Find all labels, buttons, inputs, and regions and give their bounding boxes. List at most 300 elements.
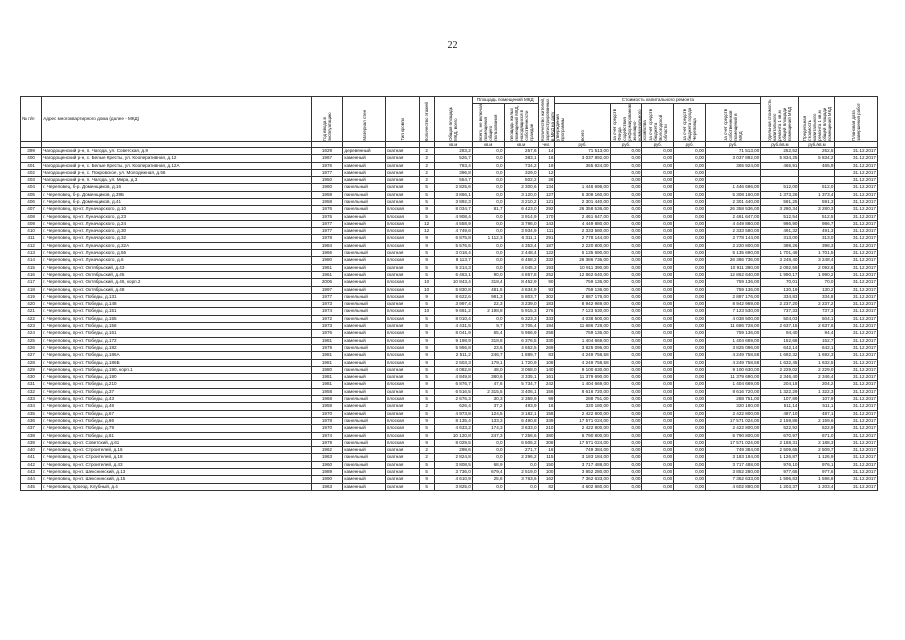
table-row [21,162,878,169]
table-cell: скатная [385,454,419,461]
table-cell: г. Череповец, пр-кт. Победы, д.156 [42,323,311,330]
table-row [21,213,878,220]
table-cell: 8 616 720,00 [706,388,761,395]
table-cell: 438 [21,432,42,439]
table-cell: 2 333 580,00 [555,228,610,235]
table-cell: 9 100 630,00 [555,366,610,373]
table-cell: 0,00 [610,293,642,300]
table-cell: 6 505,2 [504,439,538,446]
table-cell: 423 [21,323,42,330]
table-cell: 0,00 [610,330,642,337]
table-cell: 465,9 [799,162,835,169]
table-cell: г. Череповец, пр-кт. Победы, д.37 [42,388,311,395]
table-cell: 5 [419,388,434,395]
page-number: 22 [447,40,458,51]
table-cell: 0,00 [610,228,642,235]
table-cell [555,169,610,176]
table-cell: 31.12.2017 [835,366,878,373]
table-cell: 2 [419,177,434,184]
table-cell: скатная [385,388,419,395]
table-cell: панельный [343,417,385,424]
table-cell: 0,0 [472,191,504,198]
table-cell: 6 516,5 [434,388,472,395]
table-cell: 0,00 [642,228,674,235]
table-row [21,454,878,461]
table-cell: 5 [419,213,434,220]
table-row [21,206,878,213]
table-cell: 7 123 530,00 [555,308,610,315]
table-cell: 442 [21,461,42,468]
unit-cell: чел. [538,141,555,147]
table-cell: 0,00 [642,468,674,475]
unit-cell: руб. [674,141,706,147]
table-cell: 122 [538,250,555,257]
table-cell: 414 [21,257,42,264]
table-cell: 0,00 [642,257,674,264]
table-cell: 0,00 [610,337,642,344]
table-cell: 0,00 [610,425,642,432]
table-cell: 0,0 [504,461,538,468]
table-row [21,220,878,227]
table-cell: 4 558,9 [434,220,472,227]
table-cell: 415 [21,264,42,271]
table-cell: 0,0 [472,257,504,264]
table-cell: 2 301 440,00 [555,199,610,206]
table-cell: 1976 [311,213,343,220]
table-cell: 749 384,00 [706,447,761,454]
table-cell: 1 596,8 [799,476,835,483]
table-cell: 0,00 [642,403,674,410]
table-cell: 31.12.2017 [835,381,878,388]
table-cell: 416 [21,271,42,278]
table-cell: 383,1 [504,155,538,162]
table-cell: 1959 [311,403,343,410]
table-cell: 1 720,9 [504,359,538,366]
table-cell: 9 [419,476,434,483]
table-cell: 0,00 [674,301,706,308]
table-cell: 2 509,7 [799,447,835,454]
table-cell: каменный [343,425,385,432]
table-cell: 82 [538,483,555,490]
table-cell: скатная [385,483,419,490]
table-cell: 2 188,3 [799,439,835,446]
table-cell: 5 [419,191,434,198]
table-cell: 440 [21,447,42,454]
table-cell: 504,1 [799,315,835,322]
table-cell: 5 [419,264,434,271]
table-cell: 759 136,00 [555,279,610,286]
table-cell: каменный [343,169,385,176]
table-cell: 2006 [311,279,343,286]
table-cell: плоская [385,432,419,439]
table-cell: 1989 [311,468,343,475]
table-cell: 428 [21,359,42,366]
table-cell: 14 [538,147,555,154]
table-cell: каменный [343,359,385,366]
table-cell: 5 [419,425,434,432]
table-cell: 0,00 [674,250,706,257]
table-cell: 16 [538,155,555,162]
table-cell: скатная [385,264,419,271]
table-row [21,476,878,483]
table-cell: 179,1 [472,359,504,366]
table-cell: панельный [343,344,385,351]
table-cell: 99 [538,396,555,403]
table-cell: 9 [419,235,434,242]
table-cell: г. Череповец, б-р. Доменщиков, д.39Б [42,191,311,198]
table-cell: 31.12.2017 [835,323,878,330]
table-cell: 0,0 [472,213,504,220]
table-cell: 642,1 [799,344,835,351]
table-cell: г. Череповец, пр-кт. Победы, д.190 [42,374,311,381]
table-cell: 81,7 [472,206,504,213]
table-cell: скатная [385,169,419,176]
table-cell: 1 203,37 [761,483,799,490]
table-cell: 441 [21,454,42,461]
table-cell: скатная [385,323,419,330]
table-cell: 5 [419,483,434,490]
table-cell: 0,00 [610,308,642,315]
table-cell: 2 188,31 [761,439,799,446]
table-cell: 1980 [311,366,343,373]
table-cell: 4 038 500,00 [706,315,761,322]
table-cell: 0,00 [674,330,706,337]
table-cell: 0,00 [610,220,642,227]
table-cell: 26 358 536,00 [555,206,610,213]
table-cell: г. Череповец, пр-кт. Луначарского, д.10 [42,206,311,213]
table-cell: 3 892,3 [434,199,472,206]
table-cell: 0,00 [642,461,674,468]
table-cell: 737,33 [761,308,799,315]
table-cell: скатная [385,199,419,206]
table-cell: скатная [385,162,419,169]
table-cell: 0,00 [674,184,706,191]
table-cell: 31.12.2017 [835,483,878,490]
table-cell: 68,9 [472,461,504,468]
table-cell: 401 [21,162,42,169]
table-cell: 0,00 [674,279,706,286]
table-cell: скатная [385,147,419,154]
table-cell: 31.12.2017 [835,271,878,278]
table-cell: панельный [343,206,385,213]
table-cell: 3 852 280,00 [555,468,610,475]
table-cell: 0,00 [642,410,674,417]
table-cell: 734,2 [504,162,538,169]
table-cell: 9 [419,381,434,388]
table-cell: 0,00 [610,162,642,169]
table-cell: панельный [343,461,385,468]
table-cell: 0,00 [610,468,642,475]
table-cell: 1 701,5 [799,250,835,257]
table-cell: 0,0 [472,315,504,322]
table-cell: 3 037 892,00 [706,155,761,162]
table-cell: каменный [343,483,385,490]
table-cell: 493,9 [504,403,538,410]
table-cell: 318,8 [472,337,504,344]
table-cell: 0,00 [674,155,706,162]
table-cell: 1 889,7 [504,352,538,359]
table-cell: г. Череповец, пр-кт. Победы, д.148 [42,301,311,308]
table-cell: 5 [419,301,434,308]
table-cell: 4 749,6 [434,228,472,235]
table-cell: 31.12.2017 [835,476,878,483]
table-cell: 1 446 696,00 [706,184,761,191]
table-cell: 0,00 [642,330,674,337]
table-cell: г. Череповец, пр-кт. Шекснинский, д.15 [42,476,311,483]
table-cell: 108 [538,359,555,366]
table-cell: 9 [419,352,434,359]
table-cell: 491,3 [799,228,835,235]
table-cell: 71 513,00 [555,147,610,154]
table-row [21,344,878,351]
table-cell: 1979 [311,344,343,351]
table-cell: 0,00 [642,425,674,432]
table-cell: 0,00 [674,388,706,395]
table-cell: 0,0 [472,169,504,176]
table-cell: плоская [385,213,419,220]
table-cell: скатная [385,184,419,191]
table-cell: 1963 [311,483,343,490]
table-cell: Чагодощенский р-н, п. Чагода, ул. Мира, д.3 [42,177,311,184]
table-cell: 0,00 [610,213,642,220]
table-cell: 3 934,9 [504,228,538,235]
table-cell: 7 123 530,00 [706,308,761,315]
table-cell: 3 808,5 [434,461,472,468]
table-cell: 3 717 488,00 [555,461,610,468]
table-cell: 0,00 [642,213,674,220]
table-cell: 313,0 [799,235,835,242]
table-cell: панельный [343,301,385,308]
table-cell: 288 751,00 [555,396,610,403]
table-cell: 9 [419,242,434,249]
table-cell: 156 [538,388,555,395]
table-cell: 0,0 [472,155,504,162]
table-cell: 976,1 [799,461,835,468]
table-cell: 19 [538,162,555,169]
table-row [21,330,878,337]
table-cell: скатная [385,468,419,475]
table-cell: 0,00 [674,352,706,359]
table-cell: 0,00 [610,447,642,454]
table-cell: 1950 [311,177,343,184]
table-cell: 31.12.2017 [835,344,878,351]
header-group-cost: Стоимость капитального ремонта [555,97,761,104]
table-cell: 9 [419,344,434,351]
table-cell: г. Череповец, пр-кт. Строителей, д.43 [42,461,311,468]
table-cell: г. Череповец, пр-кт. Победы, д.131 [42,293,311,300]
table-cell: 3 796,0 [504,220,538,227]
table-cell: 10 120,8 [434,432,472,439]
table-cell: 421 [21,308,42,315]
table-cell: 31.12.2017 [835,177,878,184]
table-cell: 1960 [311,461,343,468]
table-cell: 0,00 [674,169,706,176]
table-cell: 0,00 [642,454,674,461]
table-cell: 10 [419,286,434,293]
table-cell: 443 [21,468,42,475]
table-cell: 329,0 [504,169,538,176]
table-cell: 0,00 [674,417,706,424]
table-cell: 9 100 630,00 [706,366,761,373]
table-row [21,432,878,439]
table-cell: 365 924,00 [706,162,761,169]
table-cell: 1 404 669,00 [555,381,610,388]
table-cell: г. Череповец, пр-кт. Победы, д.48 [42,403,311,410]
table-cell: 0,00 [674,228,706,235]
table-cell: 107,89 [761,396,799,403]
table-cell: панельный [343,366,385,373]
table-cell: 5 [419,184,434,191]
table-cell: 1977 [311,169,343,176]
table-cell: 465,91 [761,162,799,169]
table-row [21,425,878,432]
table-body [21,147,878,490]
table-cell: 512,00 [761,184,799,191]
table-cell: 1976 [311,162,343,169]
table-cell: 436 [21,417,42,424]
table-cell: 3 239,0 [504,301,538,308]
table-cell: 365 924,00 [555,162,610,169]
table-cell: 0,0 [472,439,504,446]
table-cell: г. Череповец, пр-кт. Октябрьский, д.45 [42,271,311,278]
table-cell: 4 634,9 [504,286,538,293]
table-cell: 3 825 096,00 [555,344,610,351]
table-cell: 8 942 969,00 [706,301,761,308]
table-row [21,257,878,264]
table-cell: г. Череповец, пр-кт. Октябрьский, д.48 [42,286,311,293]
unit-cell: руб. [642,141,674,147]
table-cell: 435 [21,410,42,417]
table-cell: 5 915,3 [504,308,538,315]
table-cell: 410 [21,228,42,235]
table-cell: 4 602 860,00 [706,483,761,490]
table-cell: г. Череповец, пр-кт. Победы, д.67 [42,410,311,417]
table-cell: 0,00 [610,242,642,249]
table-cell: 0,00 [642,155,674,162]
table-cell: 2 092,6 [799,264,835,271]
table-cell: 0,00 [610,374,642,381]
table-cell: 6 463,1 [434,271,472,278]
table-cell: г. Череповец, пр-кт. Луначарского, д.56 [42,250,311,257]
table-cell: 404 [21,184,42,191]
table-cell: 0,00 [642,447,674,454]
table-cell: 242 [538,381,555,388]
table-cell: 6 311,1 [504,235,538,242]
table-cell: Чагодощенский р-н, с. Белые Кресты, ул. Кооперативная, д.12 [42,155,311,162]
table-cell: скатная [385,177,419,184]
table-cell: 3 183 184,00 [706,454,761,461]
table-cell: 0,00 [642,308,674,315]
table-cell: 0,00 [642,250,674,257]
table-cell: 504,03 [761,315,799,322]
table-cell: 2 461 647,00 [706,213,761,220]
table-cell: 31.12.2017 [835,242,878,249]
table-cell: скатная [385,250,419,257]
table-cell: 25,6 [472,476,504,483]
table-cell: 158 [538,410,555,417]
table-cell: каменный [343,242,385,249]
header-limit-cost: Предельная стоимость капитального ремонта 1 кв.м общей площади помещений МКД [799,97,835,142]
table-row [21,396,878,403]
table-cell: 0,00 [674,199,706,206]
table-cell: 9 [419,293,434,300]
table-cell: 0,00 [642,301,674,308]
table-cell: 0,00 [642,271,674,278]
table-cell: 3 825,0 [434,483,472,490]
table-cell: 0,00 [610,235,642,242]
table-cell: 0,00 [610,410,642,417]
table-cell: 26 [538,177,555,184]
table-cell: панельный [343,184,385,191]
table-cell: 5 [419,315,434,322]
table-cell: Чагодощенский р-н, п. Чагода, ул. Советская, д.9 [42,147,311,154]
table-cell: 3 037 892,00 [555,155,610,162]
table-cell: 1997 [311,286,343,293]
table-cell: 2 159,86 [761,417,799,424]
table-cell: 1960 [311,184,343,191]
table-row [21,228,878,235]
table-cell: 0,00 [642,286,674,293]
table-cell: 288 751,00 [706,396,761,403]
table-cell: 9 [419,257,434,264]
table-cell: каменный [343,264,385,271]
table-cell: 3 182,1 [504,410,538,417]
table-cell: 0,00 [610,257,642,264]
table-cell: 3 763,6 [504,476,538,483]
table-cell: 4 249 758,58 [555,352,610,359]
table-cell: 10 911 390,00 [706,264,761,271]
table-cell: плоская [385,235,419,242]
table-cell: 152,68 [761,337,799,344]
table-cell: 407 [21,206,42,213]
table-cell: 5 135 690,00 [706,250,761,257]
table-cell: плоская [385,286,419,293]
table-cell: 0,00 [642,169,674,176]
table-row [21,279,878,286]
table-cell: 0,00 [674,476,706,483]
table-cell: 2 237,2 [799,301,835,308]
table-row [21,271,878,278]
table-cell: 1990 [311,476,343,483]
table-row [21,366,878,373]
table-cell: 0,00 [674,177,706,184]
table-cell [799,169,835,176]
table-cell: 502,2 [504,177,538,184]
header-residents: Количество жителей, зарегистрированных в МКД на дату утверждения программы [539,97,565,141]
table-cell: 0,00 [642,417,674,424]
table-cell [799,177,835,184]
table-cell: 2 461 647,00 [555,213,610,220]
table-cell: 3 248,40 [761,257,799,264]
table-cell: 3 120,0 [504,191,538,198]
table-row [21,169,878,176]
table-cell: 17 571 024,00 [706,417,761,424]
table-cell: скатная [385,191,419,198]
table-cell: каменный [343,330,385,337]
table-cell: 1 373,4 [799,191,835,198]
table-cell: 1 126,87 [761,454,799,461]
table-cell: 426 [21,344,42,351]
table-cell: скатная [385,301,419,308]
table-cell: каменный [343,337,385,344]
table-cell: 1958 [311,199,343,206]
table-cell: плоская [385,337,419,344]
table-cell: 420 [21,301,42,308]
table-cell: 0,00 [642,476,674,483]
table-cell: 0,00 [642,191,674,198]
table-cell: плоская [385,257,419,264]
table-cell: 31.12.2017 [835,432,878,439]
